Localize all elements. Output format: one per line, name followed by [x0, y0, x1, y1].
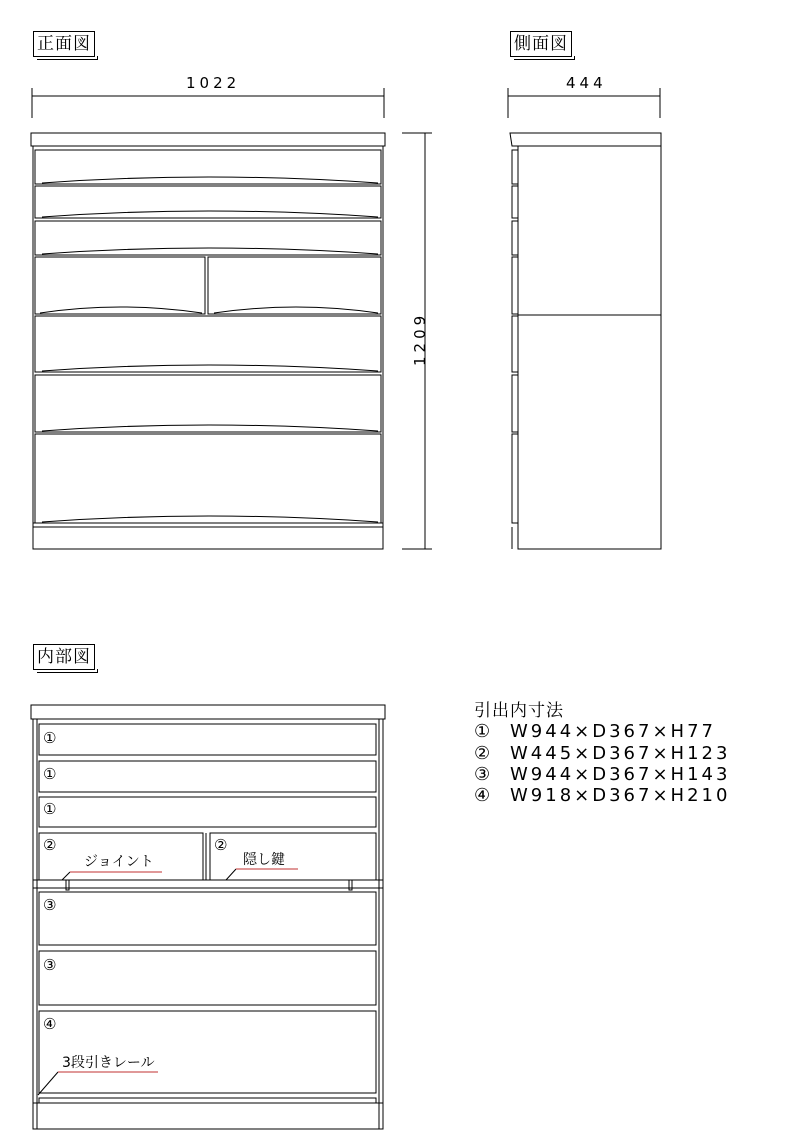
rail-annotation: 3段引きレール [62, 1055, 155, 1071]
interior-drawer-6 [39, 951, 376, 1005]
interior-bottom-rail [39, 1098, 376, 1103]
spec-row-4-number: ④ [474, 785, 491, 806]
drawer-marker-3: ① [43, 800, 57, 818]
front-carcass [33, 146, 383, 549]
hidden-lock-annotation: 隠し鍵 [243, 852, 285, 868]
spec-row-3 [474, 765, 730, 785]
handle-groove-3 [42, 248, 378, 254]
front-view-drawing [31, 88, 432, 549]
drawer-marker-4-left: ② [43, 836, 57, 854]
interior-drawer-4-right [210, 833, 376, 880]
spec-row-1-value: W944×D367×H77 [510, 721, 716, 742]
spec-row-3-number: ③ [474, 764, 491, 785]
handle-groove-1 [42, 177, 378, 183]
front-drawer-5 [35, 316, 381, 372]
drawer-marker-5: ③ [43, 896, 57, 914]
spec-row-2-value: W445×D367×H123 [510, 743, 731, 764]
spec-row-4-value: W918×D367×H210 [510, 785, 731, 806]
front-drawer-4-left [35, 257, 205, 314]
side-drawer-edge-1 [512, 150, 518, 184]
front-drawer-3 [35, 221, 381, 255]
interior-drawer-1 [39, 724, 376, 755]
interior-shelf-board [33, 880, 383, 888]
side-drawer-edge-4 [512, 257, 518, 314]
width-dimension-label: 1022 [186, 74, 241, 92]
handle-groove-4-left [40, 307, 202, 313]
spec-title: 引出内寸法 [474, 701, 564, 721]
spec-row-3-value: W944×D367×H143 [510, 764, 731, 785]
front-drawer-6 [35, 375, 381, 432]
front-drawer-2 [35, 186, 381, 218]
joint-leader-diagonal [62, 872, 70, 880]
spec-row-2-number: ② [474, 743, 491, 764]
side-drawer-edge-3 [512, 221, 518, 255]
drawer-marker-6: ③ [43, 956, 57, 974]
rail-leader-diagonal [38, 1072, 58, 1095]
interior-top-board [31, 705, 385, 719]
side-view-drawing [508, 88, 661, 549]
drawer-marker-4-right: ② [214, 836, 228, 854]
front-drawer-4-right [208, 257, 381, 314]
side-drawer-edge-7 [512, 434, 518, 523]
handle-groove-6 [42, 425, 378, 431]
side-drawer-edge-6 [512, 375, 518, 432]
joint-annotation: ジョイント [84, 854, 154, 870]
interior-drawer-5 [39, 892, 376, 945]
side-drawer-edge-2 [512, 186, 518, 218]
front-drawer-1 [35, 150, 381, 184]
spec-row-1 [474, 722, 716, 742]
handle-groove-7 [42, 516, 378, 522]
front-drawer-7 [35, 434, 381, 523]
interior-drawer-2 [39, 761, 376, 792]
side-drawer-edge-5 [512, 316, 518, 372]
side-view-heading: 側面図 [510, 31, 572, 57]
handle-groove-2 [42, 211, 378, 217]
handle-groove-5 [42, 365, 378, 371]
front-view-heading: 正面図 [33, 31, 95, 57]
spec-row-2 [474, 744, 730, 764]
interior-view-heading: 内部図 [33, 644, 95, 670]
drawer-marker-2: ① [43, 765, 57, 783]
spec-row-1-number: ① [474, 721, 491, 742]
handle-groove-4-right [214, 307, 378, 313]
front-top-board [31, 133, 385, 146]
depth-dimension-label: 444 [566, 74, 607, 92]
drawer-marker-1: ① [43, 729, 57, 747]
side-carcass [518, 146, 661, 549]
interior-drawer-3 [39, 797, 376, 827]
side-top-board [510, 133, 661, 146]
lock-leader-diagonal [226, 869, 236, 880]
spec-row-4 [474, 786, 730, 806]
drawer-marker-7: ④ [43, 1015, 57, 1033]
height-dimension-label: 1209 [411, 311, 429, 366]
